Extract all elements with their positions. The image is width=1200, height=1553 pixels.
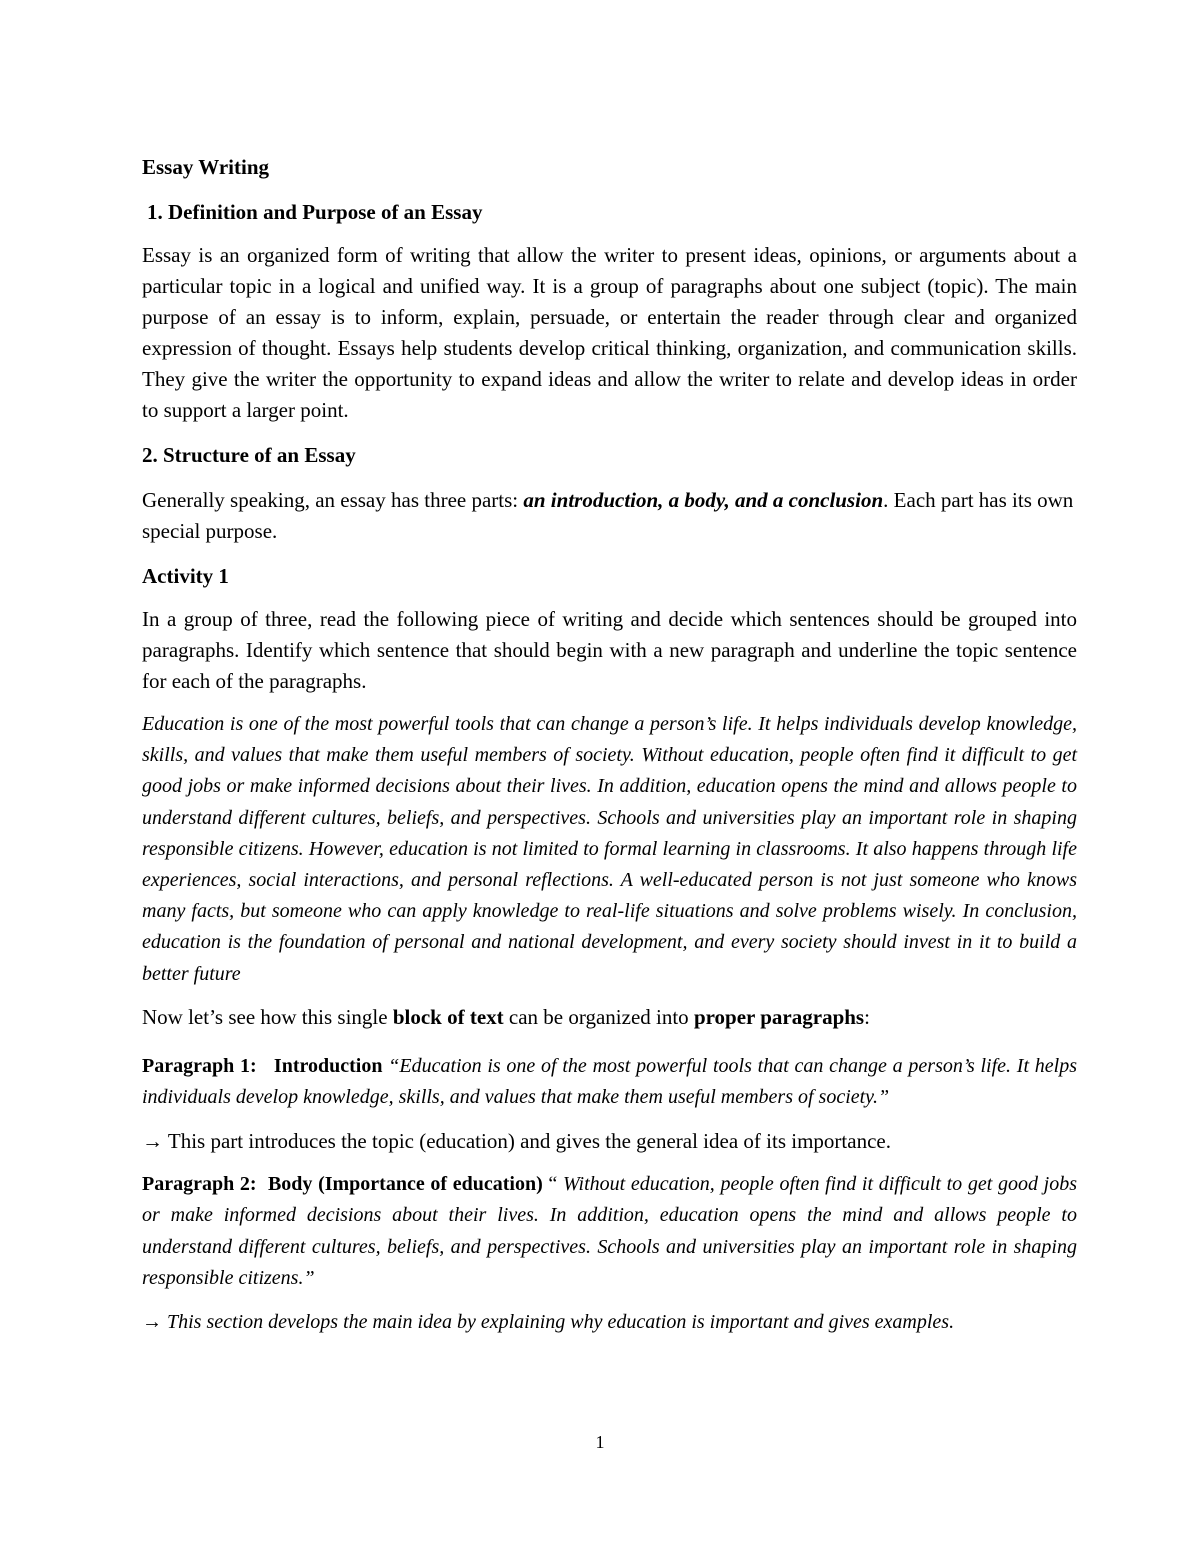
section-2-body <box>142 485 1077 547</box>
paragraph-2-note: → This section develops the main idea by explaining why education is important and gives examples. <box>142 1310 955 1333</box>
organize-bold-1: block of text <box>392 1004 504 1029</box>
paragraph-2-quote: Without education, people often find it difficult to get good jobs or make informed decisions about their lives. In addition, education opens the mind and allows people to understand different cultures, beliefs, and perspectives. Schools and universities play an important role in shaping responsible citizens.” <box>142 1172 1077 1290</box>
document-title: Essay Writing <box>142 155 270 179</box>
paragraph-2-open-quote: “ <box>542 1172 563 1195</box>
section-1-heading: 1. Definition and Purpose of an Essay <box>147 200 483 224</box>
paragraph-1-role: Introduction <box>273 1054 383 1077</box>
paragraph-1-block <box>142 1051 1077 1114</box>
section-2-body-lead: Generally speaking, an essay has three parts: <box>142 488 524 512</box>
organize-text-1: Now let’s see how this single <box>142 1004 393 1029</box>
paragraph-2-block <box>142 1169 1077 1295</box>
organize-text-3: : <box>864 1004 870 1029</box>
section-2-body-tail: . Each part has its own special purpose. <box>142 488 1074 543</box>
activity-instructions: In a group of three, read the following piece of writing and decide which sentences should be grouped into paragraphs. Identify which sentence that should begin with a new paragraph and underline the topic sentence for each of the paragraphs. <box>142 607 1077 693</box>
paragraph-2-role: Body (Importance of education) <box>267 1172 543 1195</box>
organize-text-2: can be organized into <box>503 1004 694 1029</box>
section-1-body: Essay is an organized form of writing that allow the writer to present ideas, opinions, or arguments about a particular topic in a logical and unified way. It is a group of paragraphs about one subject (topic). The main purpose of an essay is to inform, explain, persuade, or entertain the reader through clear and organized expression of thought. Essays help students develop critical thinking, organization, and communication skills. They give the writer the opportunity to expand ideas and allow the writer to relate and develop ideas in order to support a larger point. <box>142 243 1077 422</box>
organize-bold-2: proper paragraphs <box>693 1004 865 1029</box>
document-page <box>142 152 1077 1338</box>
paragraph-1-quote: “Education is one of the most powerful tools that can change a person’s life. It helps individuals develop knowledge, skills, and values that make them useful members of society.” <box>142 1054 1077 1109</box>
page-number: 1 <box>595 1432 605 1452</box>
paragraph-1-label: Paragraph 1: <box>142 1054 257 1077</box>
organize-intro <box>142 1002 1077 1033</box>
paragraph-1-note: → This part introduces the topic (education) and gives the general idea of its importance. <box>142 1128 891 1153</box>
paragraph-2-label: Paragraph 2: <box>142 1172 257 1195</box>
activity-heading: Activity 1 <box>142 564 229 588</box>
essay-parts-emphasis: an introduction, a body, and a conclusion <box>523 488 884 512</box>
activity-essay-text: Education is one of the most powerful tools that can change a person’s life. It helps individuals develop knowledge, skills, and values that make them useful members of society. Without education, people often find it difficult to get good jobs or make informed decisions about their lives. In addition, education opens the mind and allows people to understand different cultures, beliefs, and perspectives. Schools and universities play an important role in shaping responsible citizens. However, education is not limited to formal learning in classrooms. It also happens through life experiences, social interactions, and personal reflections. A well-educated person is not just someone who knows many facts, but someone who can apply knowledge to real-life situations and solve problems wisely. In conclusion, education is the foundation of personal and national development, and every society should invest in it to build a better future <box>142 713 1077 985</box>
section-2-heading: 2. Structure of an Essay <box>142 443 356 467</box>
